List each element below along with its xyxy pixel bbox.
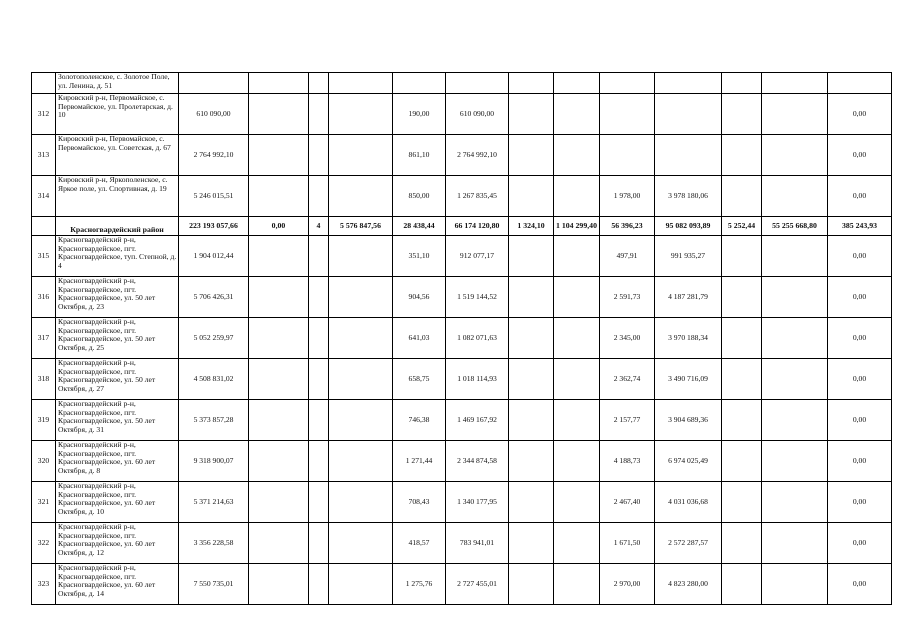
- value-cell-2: [249, 135, 309, 176]
- value-cell-14: 0,00: [828, 318, 892, 359]
- value-cell-6: 783 941,01: [446, 523, 509, 564]
- value-cell-3: 4: [309, 217, 329, 236]
- value-cell-11: [722, 523, 762, 564]
- value-cell-7: [509, 564, 554, 605]
- value-cell-12: [762, 523, 828, 564]
- value-cell-2: [249, 318, 309, 359]
- value-cell-8: [554, 564, 600, 605]
- value-cell-1: 5 246 015,51: [179, 176, 249, 217]
- value-cell-9: 1 671,50: [600, 523, 655, 564]
- value-cell-11: [722, 176, 762, 217]
- value-cell-7: [509, 400, 554, 441]
- value-cell-7: [509, 482, 554, 523]
- value-cell-14: 0,00: [828, 94, 892, 135]
- value-cell-1: 3 356 228,58: [179, 523, 249, 564]
- value-cell-5: 904,56: [393, 277, 446, 318]
- row-number: 314: [32, 176, 56, 217]
- value-cell-5: 641,03: [393, 318, 446, 359]
- value-cell-10: 6 974 025,49: [655, 441, 722, 482]
- table-row: [32, 277, 892, 318]
- value-cell-3: [309, 482, 329, 523]
- value-cell-3: [309, 135, 329, 176]
- value-cell-1: 7 550 735,01: [179, 564, 249, 605]
- district-subtotal-row: [32, 217, 892, 236]
- value-cell-6: 912 077,17: [446, 236, 509, 277]
- value-cell-8: [554, 236, 600, 277]
- value-cell-5: 418,57: [393, 523, 446, 564]
- value-cell-4: [329, 318, 393, 359]
- value-cell-7: [509, 73, 554, 94]
- value-cell-11: [722, 564, 762, 605]
- address-cell: Кировский р-н, Первомайское, с. Первомайское, ул. Пролетарская, д. 10: [56, 94, 179, 135]
- value-cell-6: 1 267 835,45: [446, 176, 509, 217]
- value-cell-7: [509, 236, 554, 277]
- value-cell-9: 2 157,77: [600, 400, 655, 441]
- value-cell-9: 2 591,73: [600, 277, 655, 318]
- row-number: 313: [32, 135, 56, 176]
- value-cell-3: [309, 318, 329, 359]
- value-cell-11: [722, 359, 762, 400]
- value-cell-12: [762, 564, 828, 605]
- address-cell: Красногвардейский р-н, Красногвардейское, пгт. Красногвардейское, ул. 60 лет Октября, д. 12: [56, 523, 179, 564]
- value-cell-1: 5 371 214,63: [179, 482, 249, 523]
- value-cell-2: [249, 564, 309, 605]
- value-cell-2: [249, 277, 309, 318]
- value-cell-1: 2 764 992,10: [179, 135, 249, 176]
- value-cell-9: 2 345,00: [600, 318, 655, 359]
- value-cell-12: [762, 94, 828, 135]
- value-cell-2: [249, 441, 309, 482]
- value-cell-7: [509, 359, 554, 400]
- value-cell-2: [249, 94, 309, 135]
- value-cell-2: [249, 523, 309, 564]
- value-cell-6: 1 018 114,93: [446, 359, 509, 400]
- address-cell: Красногвардейский р-н, Красногвардейское, пгт. Красногвардейское, ул. 60 лет Октября, д. 14: [56, 564, 179, 605]
- value-cell-1: [179, 73, 249, 94]
- value-cell-4: [329, 523, 393, 564]
- value-cell-5: 1 275,76: [393, 564, 446, 605]
- value-cell-10: 4 187 281,79: [655, 277, 722, 318]
- value-cell-5: 351,10: [393, 236, 446, 277]
- value-cell-8: [554, 441, 600, 482]
- value-cell-8: [554, 176, 600, 217]
- value-cell-12: [762, 73, 828, 94]
- value-cell-10: [655, 94, 722, 135]
- value-cell-14: [828, 73, 892, 94]
- table-row: [32, 236, 892, 277]
- value-cell-14: 0,00: [828, 523, 892, 564]
- value-cell-12: [762, 236, 828, 277]
- value-cell-6: 1 519 144,52: [446, 277, 509, 318]
- row-number: 315: [32, 236, 56, 277]
- value-cell-5: 1 271,44: [393, 441, 446, 482]
- value-cell-3: [309, 94, 329, 135]
- address-cell: Золотополенское, с. Золотое Поле, ул. Ленина, д. 51: [56, 73, 179, 94]
- row-number: 312: [32, 94, 56, 135]
- value-cell-12: [762, 482, 828, 523]
- value-cell-4: [329, 400, 393, 441]
- value-cell-1: 5 706 426,31: [179, 277, 249, 318]
- value-cell-8: [554, 359, 600, 400]
- value-cell-3: [309, 176, 329, 217]
- value-cell-4: [329, 236, 393, 277]
- value-cell-5: 28 438,44: [393, 217, 446, 236]
- value-cell-7: [509, 318, 554, 359]
- value-cell-4: [329, 176, 393, 217]
- table-row: [32, 94, 892, 135]
- address-cell: Красногвардейский р-н, Красногвардейское, пгт. Красногвардейское, ул. 50 лет Октября, д. 31: [56, 400, 179, 441]
- value-cell-1: 5 052 259,97: [179, 318, 249, 359]
- value-cell-4: [329, 73, 393, 94]
- value-cell-7: [509, 277, 554, 318]
- value-cell-10: 3 490 716,09: [655, 359, 722, 400]
- value-cell-6: 66 174 120,80: [446, 217, 509, 236]
- value-cell-8: [554, 94, 600, 135]
- value-cell-6: 2 727 455,01: [446, 564, 509, 605]
- value-cell-11: [722, 482, 762, 523]
- value-cell-5: 708,43: [393, 482, 446, 523]
- value-cell-5: 190,00: [393, 94, 446, 135]
- value-cell-4: [329, 277, 393, 318]
- value-cell-10: 2 572 287,57: [655, 523, 722, 564]
- value-cell-4: [329, 94, 393, 135]
- row-number: 322: [32, 523, 56, 564]
- value-cell-8: [554, 277, 600, 318]
- value-cell-7: [509, 94, 554, 135]
- address-cell: Кировский р-н, Первомайское, с. Первомайское, ул. Советская, д. 67: [56, 135, 179, 176]
- value-cell-2: [249, 176, 309, 217]
- value-cell-6: 2 344 874,58: [446, 441, 509, 482]
- value-cell-9: [600, 73, 655, 94]
- row-number: 316: [32, 277, 56, 318]
- address-cell: Кировский р-н, Яркополенское, с. Яркое поле, ул. Спортивная, д. 19: [56, 176, 179, 217]
- table-row: [32, 135, 892, 176]
- value-cell-14: 0,00: [828, 441, 892, 482]
- value-cell-14: 0,00: [828, 277, 892, 318]
- value-cell-8: [554, 400, 600, 441]
- value-cell-9: 2 467,40: [600, 482, 655, 523]
- value-cell-6: 1 469 167,92: [446, 400, 509, 441]
- value-cell-2: [249, 359, 309, 400]
- value-cell-10: 4 823 280,00: [655, 564, 722, 605]
- table-row: [32, 564, 892, 605]
- value-cell-10: [655, 73, 722, 94]
- value-cell-11: [722, 135, 762, 176]
- value-cell-9: 1 978,00: [600, 176, 655, 217]
- value-cell-10: [655, 135, 722, 176]
- district-name: Красногвардейский район: [56, 217, 179, 236]
- value-cell-11: [722, 441, 762, 482]
- value-cell-8: [554, 318, 600, 359]
- value-cell-12: 55 255 668,80: [762, 217, 828, 236]
- value-cell-7: [509, 176, 554, 217]
- value-cell-4: 5 576 847,56: [329, 217, 393, 236]
- value-cell-14: 0,00: [828, 359, 892, 400]
- value-cell-11: [722, 277, 762, 318]
- value-cell-1: 9 318 900,07: [179, 441, 249, 482]
- address-cell: Красногвардейский р-н, Красногвардейское, пгт. Красногвардейское, ул. 60 лет Октября, д. 10: [56, 482, 179, 523]
- address-cell: Красногвардейский р-н, Красногвардейское, пгт. Красногвардейское, туп. Степной, д. 4: [56, 236, 179, 277]
- value-cell-2: [249, 73, 309, 94]
- row-number: [32, 217, 56, 236]
- value-cell-8: [554, 135, 600, 176]
- table-row: [32, 523, 892, 564]
- value-cell-14: 0,00: [828, 236, 892, 277]
- value-cell-7: [509, 523, 554, 564]
- value-cell-6: 1 340 177,95: [446, 482, 509, 523]
- row-number: 319: [32, 400, 56, 441]
- value-cell-6: 610 090,00: [446, 94, 509, 135]
- value-cell-4: [329, 482, 393, 523]
- value-cell-3: [309, 564, 329, 605]
- value-cell-8: [554, 73, 600, 94]
- value-cell-9: 497,91: [600, 236, 655, 277]
- value-cell-3: [309, 523, 329, 564]
- table-row: [32, 318, 892, 359]
- value-cell-1: 223 193 057,66: [179, 217, 249, 236]
- value-cell-12: [762, 277, 828, 318]
- value-cell-1: 1 904 012,44: [179, 236, 249, 277]
- address-cell: Красногвардейский р-н, Красногвардейское, пгт. Красногвардейское, ул. 60 лет Октября, д. 8: [56, 441, 179, 482]
- value-cell-9: [600, 94, 655, 135]
- value-cell-11: [722, 318, 762, 359]
- value-cell-6: 1 082 071,63: [446, 318, 509, 359]
- row-number: 320: [32, 441, 56, 482]
- value-cell-3: [309, 236, 329, 277]
- value-cell-11: [722, 236, 762, 277]
- value-cell-10: 3 904 689,36: [655, 400, 722, 441]
- value-cell-9: 56 396,23: [600, 217, 655, 236]
- value-cell-14: 0,00: [828, 482, 892, 523]
- value-cell-1: 5 373 857,28: [179, 400, 249, 441]
- address-cell: Красногвардейский р-н, Красногвардейское, пгт. Красногвардейское, ул. 50 лет Октября, д. 25: [56, 318, 179, 359]
- value-cell-4: [329, 441, 393, 482]
- value-cell-2: [249, 482, 309, 523]
- value-cell-9: 2 362,74: [600, 359, 655, 400]
- value-cell-6: 2 764 992,10: [446, 135, 509, 176]
- value-cell-5: 850,00: [393, 176, 446, 217]
- value-cell-11: [722, 400, 762, 441]
- value-cell-14: 0,00: [828, 135, 892, 176]
- value-cell-14: 0,00: [828, 400, 892, 441]
- value-cell-9: 2 970,00: [600, 564, 655, 605]
- value-cell-3: [309, 277, 329, 318]
- value-cell-2: [249, 236, 309, 277]
- value-cell-3: [309, 400, 329, 441]
- value-cell-11: 5 252,44: [722, 217, 762, 236]
- address-cell: Красногвардейский р-н, Красногвардейское, пгт. Красногвардейское, ул. 50 лет Октября, д. 23: [56, 277, 179, 318]
- value-cell-14: 0,00: [828, 564, 892, 605]
- value-cell-7: 1 324,10: [509, 217, 554, 236]
- value-cell-12: [762, 400, 828, 441]
- housing-register-table: [31, 72, 892, 605]
- value-cell-4: [329, 135, 393, 176]
- row-number: 317: [32, 318, 56, 359]
- row-number: 318: [32, 359, 56, 400]
- value-cell-9: [600, 135, 655, 176]
- address-cell: Красногвардейский р-н, Красногвардейское, пгт. Красногвардейское, ул. 50 лет Октября, д. 27: [56, 359, 179, 400]
- table-row: [32, 400, 892, 441]
- value-cell-5: [393, 73, 446, 94]
- value-cell-12: [762, 318, 828, 359]
- table-row: [32, 482, 892, 523]
- value-cell-6: [446, 73, 509, 94]
- value-cell-1: 4 508 831,02: [179, 359, 249, 400]
- value-cell-11: [722, 94, 762, 135]
- value-cell-2: 0,00: [249, 217, 309, 236]
- table-row: [32, 359, 892, 400]
- value-cell-12: [762, 441, 828, 482]
- value-cell-5: 746,38: [393, 400, 446, 441]
- value-cell-10: 3 978 180,06: [655, 176, 722, 217]
- value-cell-10: 95 082 093,89: [655, 217, 722, 236]
- value-cell-7: [509, 441, 554, 482]
- value-cell-3: [309, 441, 329, 482]
- value-cell-14: 0,00: [828, 176, 892, 217]
- value-cell-8: 1 104 299,40: [554, 217, 600, 236]
- value-cell-10: 991 935,27: [655, 236, 722, 277]
- value-cell-7: [509, 135, 554, 176]
- value-cell-12: [762, 135, 828, 176]
- value-cell-11: [722, 73, 762, 94]
- value-cell-2: [249, 400, 309, 441]
- table-row: [32, 176, 892, 217]
- value-cell-4: [329, 564, 393, 605]
- value-cell-1: 610 090,00: [179, 94, 249, 135]
- value-cell-5: 658,75: [393, 359, 446, 400]
- row-number: [32, 73, 56, 94]
- value-cell-10: 4 031 036,68: [655, 482, 722, 523]
- value-cell-3: [309, 73, 329, 94]
- row-number: 321: [32, 482, 56, 523]
- value-cell-8: [554, 523, 600, 564]
- value-cell-9: 4 188,73: [600, 441, 655, 482]
- table-row: [32, 441, 892, 482]
- table-row: [32, 73, 892, 94]
- value-cell-12: [762, 176, 828, 217]
- value-cell-5: 861,10: [393, 135, 446, 176]
- value-cell-8: [554, 482, 600, 523]
- value-cell-10: 3 970 188,34: [655, 318, 722, 359]
- row-number: 323: [32, 564, 56, 605]
- value-cell-14: 385 243,93: [828, 217, 892, 236]
- value-cell-4: [329, 359, 393, 400]
- value-cell-12: [762, 359, 828, 400]
- value-cell-3: [309, 359, 329, 400]
